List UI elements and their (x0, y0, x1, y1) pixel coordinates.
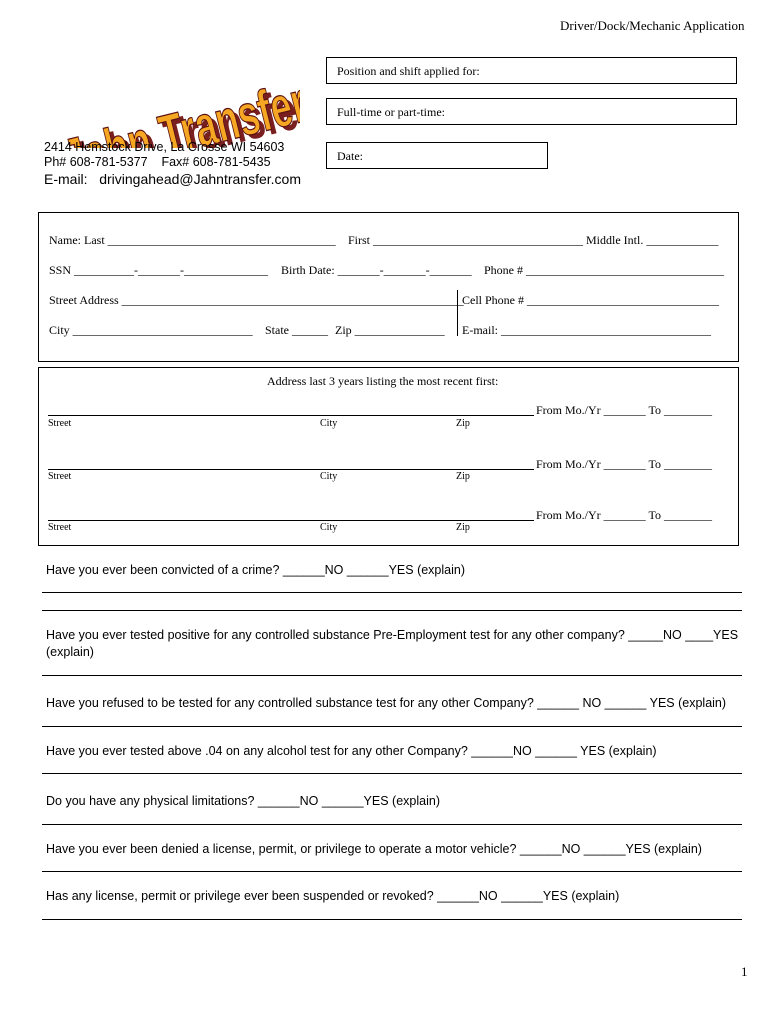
address-line-1[interactable] (48, 415, 534, 416)
street-label-1: Street (48, 418, 72, 429)
company-logo (40, 38, 300, 148)
personal-info-section (38, 212, 739, 362)
address-history-heading: Address last 3 years listing the most recent first: (267, 374, 499, 388)
city-label-2: City (320, 471, 338, 482)
position-label: Position and shift applied for: (337, 64, 480, 78)
ssn-field[interactable]: SSN __________-_______-______________ (49, 263, 269, 277)
city-label-3: City (320, 522, 338, 533)
from-to-2[interactable]: From Mo./Yr _______ To ________ (536, 457, 712, 471)
zip-label-2: Zip (456, 471, 470, 482)
email-field[interactable]: E-mail: ___________________________________ (462, 323, 711, 337)
zip-label-1: Zip (456, 418, 470, 429)
address-line-2[interactable] (48, 469, 534, 470)
question-positive-test: Have you ever tested positive for any controlled substance Pre-Employment test for any other company? _____NO ____YES (46, 628, 739, 642)
answer-line-physical-limitations[interactable] (42, 824, 742, 825)
from-to-1[interactable]: From Mo./Yr _______ To ________ (536, 403, 712, 417)
svg-text:Jahn Transfer Inc.: Transfer (153, 70, 300, 148)
answer-line-refused-test[interactable] (42, 726, 742, 727)
address-history-section (38, 367, 739, 546)
question-alcohol-test: Have you ever tested above .04 on any alcohol test for any other Company? ______NO ______ YES (explain) (46, 744, 657, 758)
question-license-denied: Have you ever been denied a license, permit, or privilege to operate a motor vehicle? ______NO ______YES (explain) (46, 842, 702, 856)
question-license-suspended: Has any license, permit or privilege ever been suspended or revoked? ______NO ______YES (explain) (46, 889, 620, 903)
question-crime: Have you ever been convicted of a crime? ______NO ______YES (explain) (46, 563, 466, 577)
middle-initial-field[interactable]: Middle Intl. ____________ (586, 233, 719, 247)
phone-field[interactable]: Phone # _________________________________ (484, 263, 724, 277)
fulltime-field[interactable] (326, 98, 737, 125)
page-number: 1 (741, 964, 748, 979)
state-field[interactable]: State ______ (265, 323, 328, 337)
document-type: Driver/Dock/Mechanic Application (560, 18, 745, 33)
cell-phone-field[interactable]: Cell Phone # ________________________________ (462, 293, 719, 307)
svg-text:Jahn Transfer Inc.: Transfer (158, 74, 300, 148)
answer-line-positive-test[interactable] (42, 675, 742, 676)
answer-line-crime-2[interactable] (42, 610, 742, 611)
date-field[interactable] (326, 142, 548, 169)
name-first-field[interactable]: First ___________________________________ (348, 233, 584, 247)
column-divider (457, 290, 458, 336)
zip-field[interactable]: Zip _______________ (335, 323, 445, 337)
question-refused-test: Have you refused to be tested for any controlled substance test for any other Company? ______ NO ______ YES (explain) (46, 696, 727, 710)
answer-line-alcohol-test[interactable] (42, 773, 742, 774)
zip-label-3: Zip (456, 522, 470, 533)
position-field[interactable] (326, 57, 737, 84)
answer-line-crime-1[interactable] (42, 592, 742, 593)
company-email: E-mail: drivingahead@Jahntransfer.com (44, 171, 301, 187)
name-last-field[interactable]: Name: Last ______________________________________ (49, 233, 336, 247)
answer-line-license-suspended[interactable] (42, 919, 742, 920)
street-address-field[interactable]: Street Address _________________________________________________________ (49, 293, 464, 307)
company-address: 2414 Hemstock Drive, La Crosse WI 54603 (44, 140, 285, 154)
birth-date-field[interactable]: Birth Date: _______-_______-_______ (281, 263, 472, 277)
fulltime-label: Full-time or part-time: (337, 105, 445, 119)
company-phone-fax: Ph# 608-781-5377 Fax# 608-781-5435 (44, 155, 271, 169)
question-physical-limitations: Do you have any physical limitations? ______NO ______YES (explain) (46, 794, 440, 808)
answer-line-license-denied[interactable] (42, 871, 742, 872)
city-label-1: City (320, 418, 338, 429)
from-to-3[interactable]: From Mo./Yr _______ To ________ (536, 508, 712, 522)
address-line-3[interactable] (48, 520, 534, 521)
date-label: Date: (337, 149, 363, 163)
question-positive-test-explain: (explain) (46, 645, 94, 659)
street-label-3: Street (48, 522, 72, 533)
city-field[interactable]: City ______________________________ (49, 323, 253, 337)
company-logo-graphic (40, 38, 300, 148)
street-label-2: Street (48, 471, 72, 482)
